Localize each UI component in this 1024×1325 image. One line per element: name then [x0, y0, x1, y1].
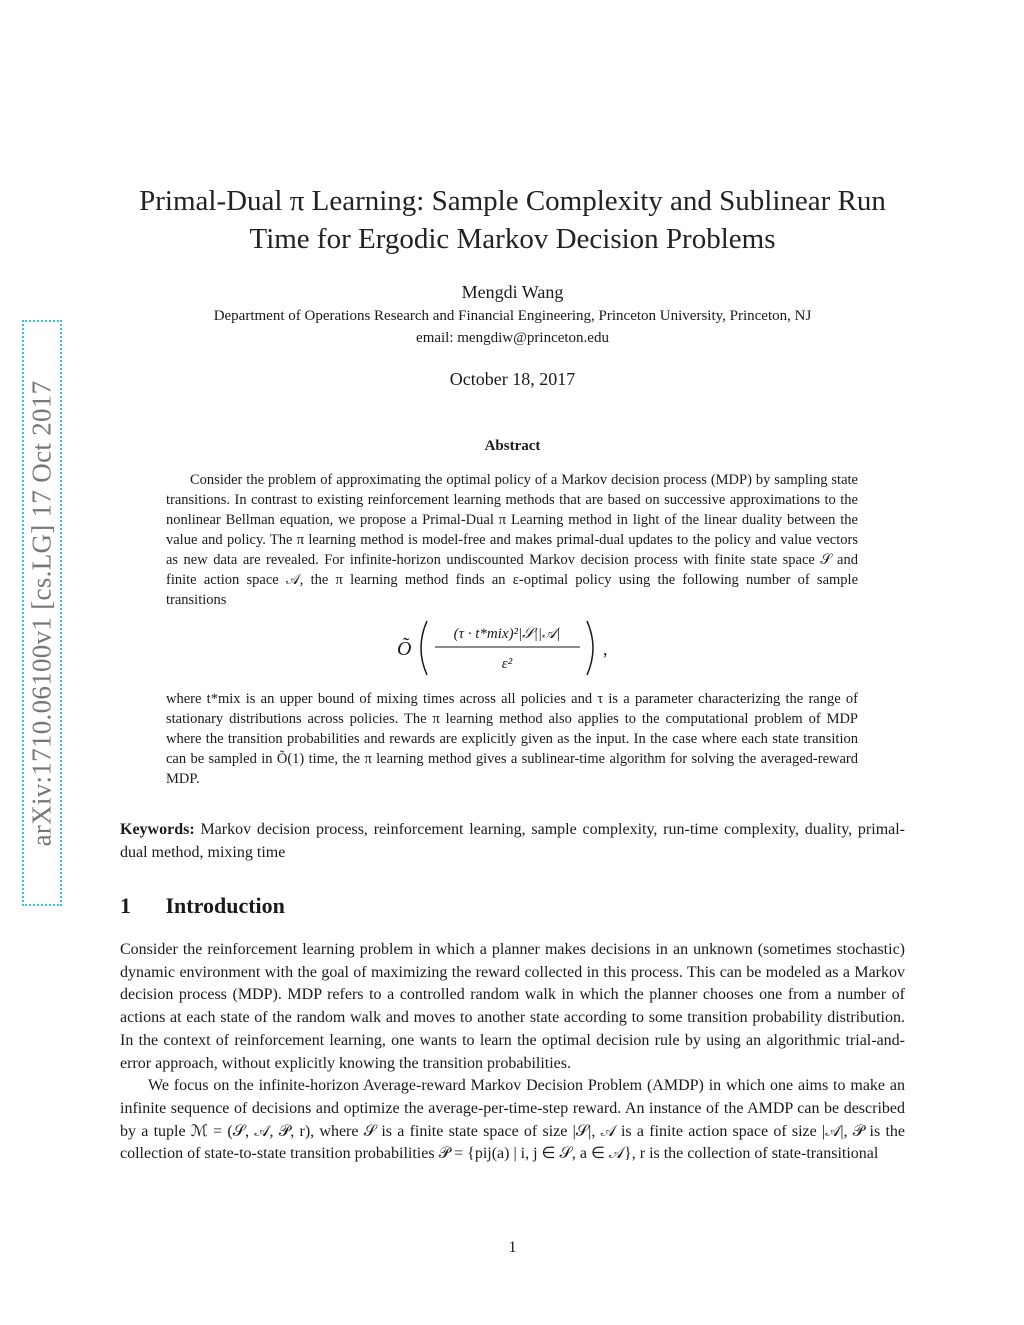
- author-name: Mengdi Wang: [461, 282, 564, 302]
- keywords-label: Keywords:: [120, 821, 195, 838]
- introduction-body: [120, 939, 905, 1166]
- section-number: 1: [120, 893, 131, 918]
- arxiv-identifier-text: arXiv:1710.06100v1 [cs.LG] 17 Oct 2017: [26, 380, 57, 846]
- author-affiliation: Department of Operations Research and Financial Engineering, Princeton University, Princeton, NJ: [213, 308, 812, 324]
- sample-complexity-formula: [166, 613, 858, 683]
- formula-comma: ,: [603, 639, 608, 659]
- abstract-heading: Abstract: [484, 438, 541, 454]
- abstract-paragraph-2: where t*mix is an upper bound of mixing times across all policies and τ is a parameter characterizing the range of stationary distributions across policies. The π learning method also applies to the computational problem of MDP where the transition probabilities and rewards are explicitly given as the input. In the case where each state transition can be sampled in Õ(1) time, the π learning method gives a sublinear-time algorithm for solving the averaged-reward MDP.: [166, 691, 858, 787]
- section-heading-introduction: [120, 893, 285, 919]
- formula-graphic: [397, 613, 627, 683]
- paper-title: [120, 182, 905, 258]
- abstract-paragraph-1: Consider the problem of approximating the optimal policy of a Markov decision process (MDP) by sampling state transitions. In contrast to existing reinforcement learning methods that are based on successive approximations to the nonlinear Bellman equation, we propose a Primal-Dual π Learning method in light of the linear duality between the value and policy. The π learning method is model-free and makes primal-dual updates to the policy and value vectors as new data are revealed. For infinite-horizon undiscounted Markov decision process with finite state space 𝒮 and finite action space 𝒜, the π learning method finds an ε-optimal policy using the following number of sample transitions: [166, 472, 858, 608]
- section-title: Introduction: [165, 893, 285, 918]
- formula-denominator: ε²: [501, 656, 513, 672]
- formula-numerator: (τ · t*mix)²|𝒮||𝒜|: [453, 626, 561, 642]
- formula-right-paren: [587, 621, 593, 675]
- formula-big-o: Õ: [397, 638, 412, 660]
- title-line-1: Primal-Dual π Learning: Sample Complexity and Sublinear Run: [139, 185, 886, 217]
- introduction-paragraph-2: We focus on the infinite-horizon Average-reward Markov Decision Problem (AMDP) in which one aims to make an infinite sequence of decisions and optimize the average-per-time-step reward. An instance of the AMDP can be described by a tuple ℳ = (𝒮, 𝒜, 𝒫, r), where 𝒮 is a finite state space of size |𝒮|, 𝒜 is a finite action space of size |𝒜|, 𝒫 is the collection of state-to-state transition probabilities 𝒫 = {pij(a) | i, j ∈ 𝒮, a ∈ 𝒜}, r is the collection of state-transitional: [120, 1077, 905, 1163]
- arxiv-identifier-stamp: [22, 320, 62, 906]
- paper-date: October 18, 2017: [449, 369, 576, 389]
- introduction-paragraph-1: Consider the reinforcement learning problem in which a planner makes decisions in an unknown (sometimes stochastic) dynamic environment with the goal of maximizing the reward collected in this process. This can be modeled as a Markov decision process (MDP). MDP refers to a controlled random walk in which the planner chooses one from a number of actions at each state of the random walk and moves to another state according to some transition probability distribution. In the context of reinforcement learning, one wants to learn the optimal decision rule by using an algorithmic trial-and-error approach, without explicitly knowing the transition probabilities.: [120, 941, 905, 1072]
- keywords-text: Markov decision process, reinforcement learning, sample complexity, run-time complexity, duality, primal-dual method, mixing time: [120, 821, 906, 861]
- page-number: 1: [508, 1239, 517, 1256]
- formula-left-paren: [421, 621, 427, 675]
- title-line-2: Time for Ergodic Markov Decision Problems: [249, 223, 776, 255]
- keywords-block: [120, 818, 905, 864]
- author-email: email: mengdiw@princeton.edu: [416, 330, 609, 346]
- abstract-body: [166, 470, 858, 789]
